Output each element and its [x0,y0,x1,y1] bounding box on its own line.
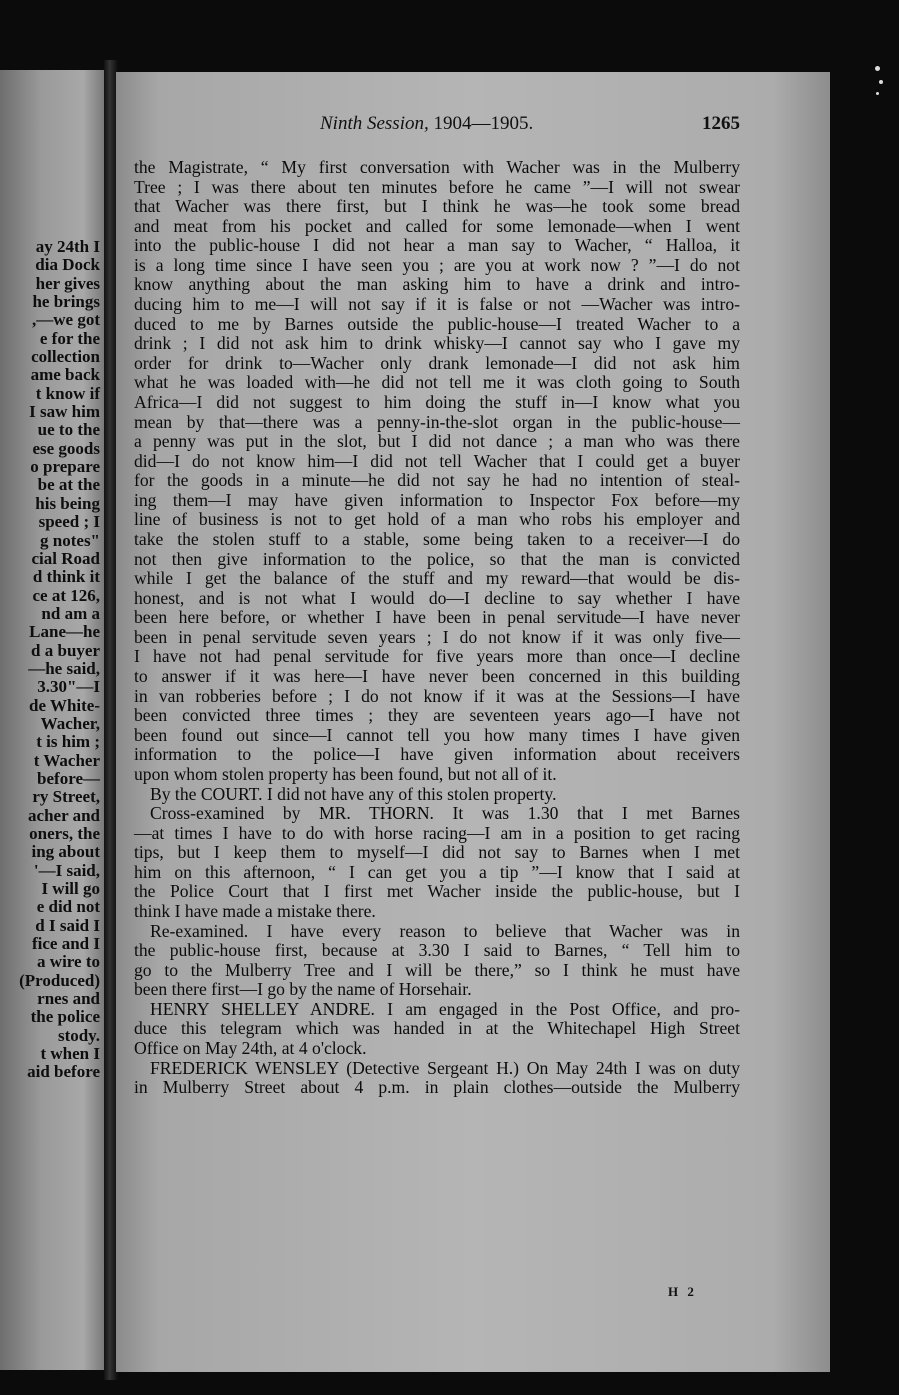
left-page-line: d think it [32,567,100,587]
text-line: to answer if it was here—I have never been concerned in this building [134,666,740,687]
left-page-line: aid before [27,1062,100,1082]
left-page-line: rnes and [37,989,100,1009]
left-page-line: acher and [28,805,100,825]
left-page-line: he brings [32,292,100,312]
left-page-line: —he said, [28,658,100,678]
left-page-line: e did not [36,897,100,917]
text-line: the Police Court that I first met Wacher inside the public-house, but I [134,881,740,902]
text-line: I have not had penal servitude for five years more than once—I decline [134,646,740,667]
left-page-line: Lane—he [29,622,100,642]
left-page-line: her gives [35,273,100,293]
left-page-line: before— [37,768,100,788]
left-page-line: g notes" [40,530,100,550]
left-page-line: '—I said, [33,860,100,880]
text-line: duced to me by Barnes outside the public-house—I treated Wacher to a [134,313,740,334]
left-page-line: his being [35,493,100,513]
text-line: the public-house first, because at 3.30 I said to Barnes, “ Tell him to [134,940,740,961]
scan-speck [875,66,880,71]
left-page-line: I saw him [29,402,100,422]
text-line: been here before, or whether I have been in penal servitude—I have never [134,607,740,628]
text-line: information to the police—I have given information about receivers [134,744,740,765]
text-line: Re-examined. I have every reason to believe that Wacher was in [150,920,740,941]
left-page-line: ce at 126, [32,585,100,605]
text-line: Tree ; I was there about ten minutes before he came ”—I will not swear [134,176,740,197]
text-line: HENRY SHELLEY ANDRE. I am engaged in the Post Office, and pro- [150,998,740,1019]
left-page-line: o prepare [30,457,100,477]
text-line: for the goods in a minute—he did not say he had no intention of steal- [134,470,740,491]
text-line: that Wacher was there first, but I think he was—he took some bread [134,196,740,217]
text-line: been there first—I go by the name of Horsehair. [134,979,472,1000]
session-years: 1904—1905. [433,113,534,134]
left-page-line: collection [31,347,100,367]
text-line: the Magistrate, “ My first conversation with Wacher was in the Mulberry [134,157,740,177]
left-page-line: oners, the [29,824,100,843]
text-line: ducing him to me—I will not say if it is false or not —Wacher was intro- [134,294,740,315]
left-page-line: ry Street, [32,787,100,807]
text-line: ing them—I may have given information to Inspector Fox before—my [134,489,740,510]
page-number: 1265 [702,113,740,134]
text-line: Africa—I did not suggest to him doing the stuff in—I know what you [134,391,740,412]
left-page-line: be at the [37,475,100,495]
text-line: order for drink to—Wacher only drank lemonade—I did not ask him [134,352,740,373]
left-page-line: t Wacher [33,750,100,770]
text-line: in van robberies before ; I do not know if it was at the Sessions—I have [134,685,740,706]
text-line: not then give information to the police, so that the man is convicted [134,548,740,569]
text-line: while I get the balance of the stuff and my reward—that would be dis- [134,568,740,589]
text-line: By the COURT. I did not have any of this stolen property. [150,783,557,804]
left-page-line: ing about [31,842,100,862]
text-line: mean by that—there was a penny-in-the-slot organ in the public-house— [134,411,740,432]
left-page-line: cial Road [31,548,100,568]
left-page-line: stody. [57,1025,100,1045]
session-title [320,113,533,135]
left-page-line: t is him ; [36,732,100,752]
left-page-line: I will go [41,879,100,899]
left-page-line: the police [30,1007,100,1027]
text-line: go to the Mulberry Tree and I will be there,” so I think he must have [134,959,740,980]
text-line: Office on May 24th, at 4 o'clock. [134,1038,367,1059]
text-line: take the stolen stuff to a stable, some being taken to a receiver—I do [134,528,740,549]
left-page-line: dia Dock [35,255,100,275]
scan-speck [879,80,883,84]
left-page-line: fice and I [32,934,100,954]
text-line: upon whom stolen property has been found, but not all of it. [134,763,557,784]
text-line: what he was loaded with—he did not tell me it was cloth going to South [134,372,740,393]
left-page-line: Wacher, [40,713,100,733]
text-line: know anything about the man asking him to have a drink and intro- [134,274,740,295]
left-page-line: ,—we got [32,310,100,330]
text-line: Cross-examined by MR. THORN. It was 1.30 that I met Barnes [150,803,740,824]
left-page-line: speed ; I [38,512,100,532]
scan-speck [876,92,879,95]
left-page-line: 3.30"—I [37,677,100,697]
left-page-line: ue to the [37,420,100,440]
left-page-line: a wire to [37,952,100,972]
text-line: duce this telegram which was handed in at the Whitechapel High Street [134,1018,740,1039]
text-line: FREDERICK WENSLEY (Detective Sergeant H.) On May 24th I was on duty [150,1057,740,1078]
text-line: been found out since—I cannot tell you how many times I have given [134,724,740,745]
left-page-line: ay 24th I [35,237,100,256]
left-page-line: d I said I [35,915,100,935]
left-page-line: de White- [29,695,100,715]
left-facing-page [0,70,104,1370]
text-line: in Mulberry Street about 4 p.m. in plain clothes—outside the Mulberry [134,1077,740,1098]
left-page-text [0,238,100,1082]
text-line: into the public-house I did not hear a man say to Wacher, “ Halloa, it [134,235,740,256]
left-page-line: (Produced) [19,970,100,990]
signature-mark: H 2 [668,1284,697,1299]
text-line: think I have made a mistake there. [134,900,376,921]
left-page-line: nd am a [41,603,100,623]
text-line: a penny was put in the slot, but I did not dance ; a man who was there [134,431,740,452]
text-line: and meat from his pocket and called for some lemonade—when I went [134,215,740,236]
text-line: did—I do not know him—I did not tell Wacher that I could get a buyer [134,450,740,471]
left-page-line: e for the [39,328,100,348]
page-body-text [134,158,740,1098]
text-line: tips, but I keep them to myself—I did not say to Barnes when I met [134,842,740,863]
text-line: him on this afternoon, “ I can get you a tip ”—I know that I said at [134,861,740,882]
text-line: been convicted three times ; they are seventeen years ago—I have not [134,705,740,726]
left-page-line: t when I [40,1044,100,1064]
left-page-line: t know if [35,383,100,403]
text-line: is a long time since I have seen you ; are you at work now ? ”—I do not [134,254,740,275]
left-page-line: d a buyer [31,640,100,660]
left-page-line: ese goods [32,438,100,458]
session-name: Ninth Session, [320,113,429,134]
text-line: honest, and is not what I would do—I decline to say whether I have [134,587,740,608]
text-line: drink ; I did not ask him to drink whisky—I cannot say who I gave my [134,333,740,354]
left-page-line: ame back [30,365,100,385]
running-head [130,113,740,139]
text-line: been in penal servitude seven years ; I do not know if it was only five— [134,626,740,647]
text-line: —at times I have to do with horse racing—I am in a position to get racing [134,822,740,843]
text-line: line of business is not to get hold of a man who robs his employer and [134,509,740,530]
